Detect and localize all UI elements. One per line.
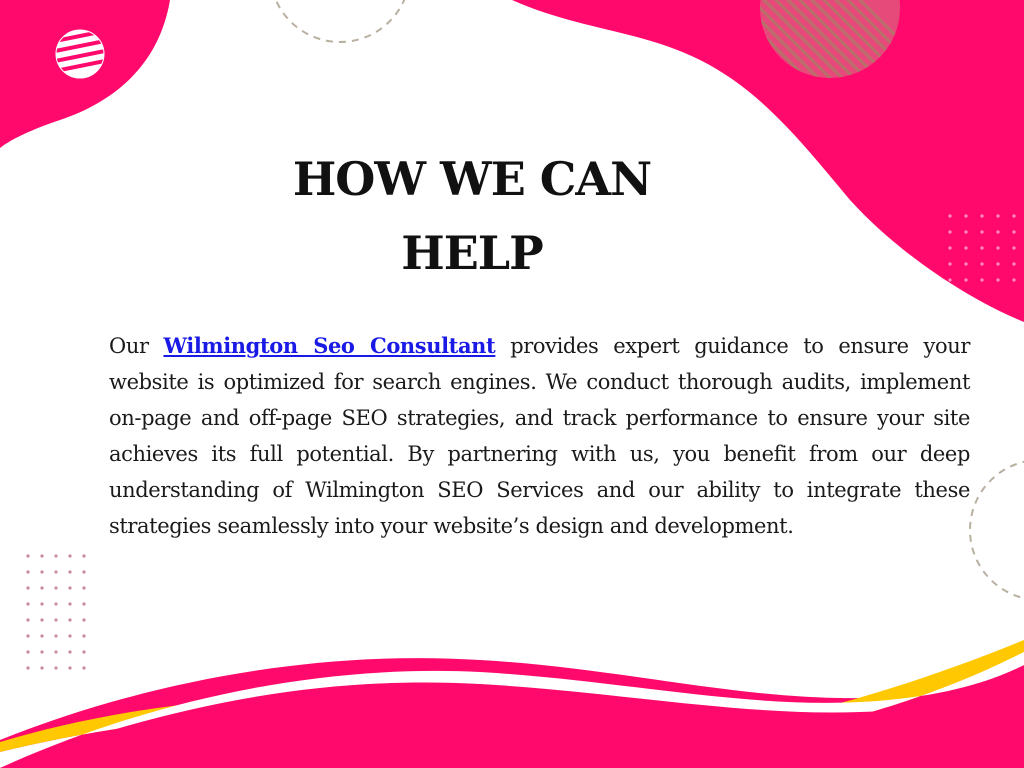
wilmington-seo-consultant-link[interactable]: Wilmington Seo Consultant xyxy=(163,333,496,358)
page-title xyxy=(222,142,722,290)
body-suffix: provides expert guidance to ensure your website is optimized for search engines. We conduct thorough audits, implement on-page and off-page SEO strategies, and track performance to ensure your site achieves its full potential. By partnering with us, you benefit from our deep understanding of Wilmington SEO Services and our ability to integrate these strategies seamlessly into your website’s design and development. xyxy=(109,334,970,538)
body-paragraph xyxy=(109,328,970,544)
dashed-circle-right xyxy=(970,460,1024,600)
title-line-1: HOW WE CAN xyxy=(292,152,652,206)
dashed-circle-top xyxy=(270,0,410,42)
striped-globe-icon xyxy=(55,29,105,79)
dot-grid-left xyxy=(26,554,85,669)
body-prefix: Our xyxy=(109,334,149,358)
title-line-2: HELP xyxy=(401,226,543,280)
